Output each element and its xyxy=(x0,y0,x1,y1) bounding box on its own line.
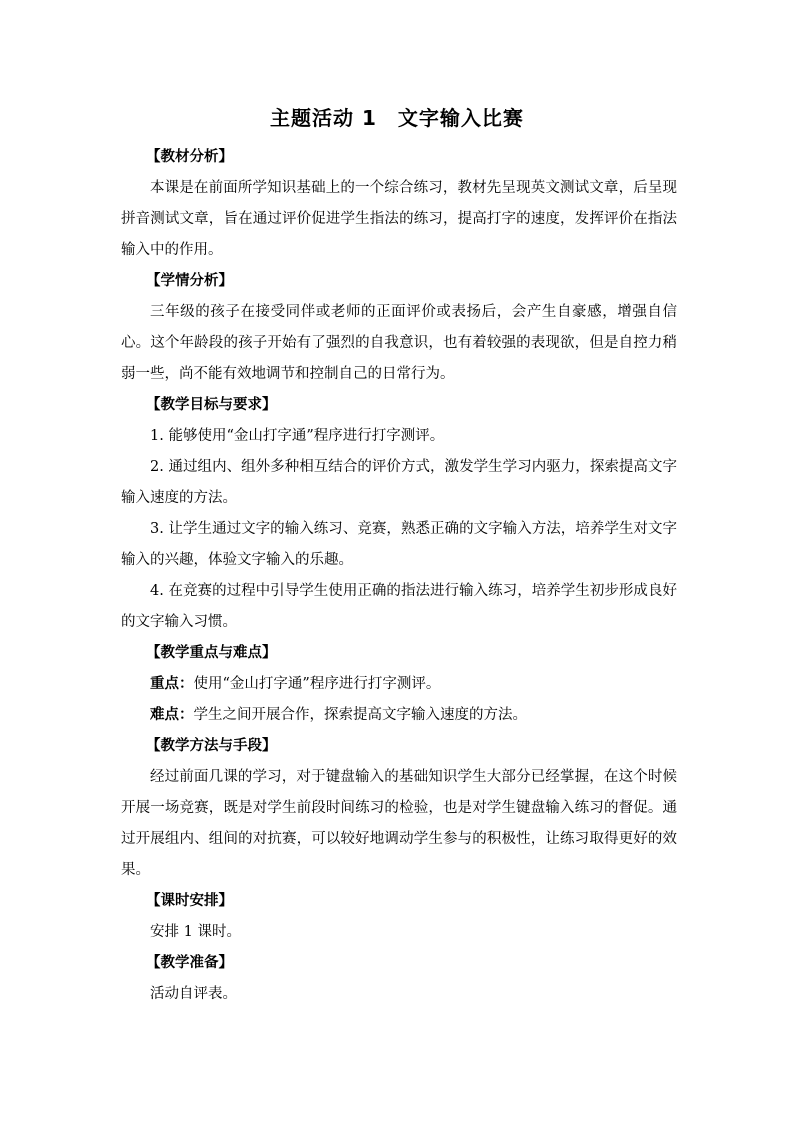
paragraph: 三年级的孩子在接受同伴或老师的正面评价或表扬后，会产生自豪感，增强自信心。这个年龄段的孩子开始有了强烈的自我意识，也有着较强的表现欲，但是自控力稍弱一些，尚不能有效地调节和控制自己的日常行为。 xyxy=(121,304,677,382)
document-title: 主题活动 1 文字输入比赛 xyxy=(270,106,524,130)
section-learner-analysis xyxy=(121,266,677,390)
section-heading: 【教材分析】 xyxy=(146,149,233,165)
focus-text: 使用“金山打字通”程序进行打字测评。 xyxy=(193,676,441,692)
paragraph: 活动自评表。 xyxy=(150,986,237,1002)
section-schedule xyxy=(121,886,677,948)
section-key-points xyxy=(121,638,677,731)
section-heading: 【教学准备】 xyxy=(146,955,233,971)
focus-label: 重点： xyxy=(150,676,194,692)
section-objectives xyxy=(121,390,677,638)
section-heading: 【教学方法与手段】 xyxy=(146,738,277,754)
document-body xyxy=(121,142,677,1010)
focus-line xyxy=(121,669,677,700)
difficulty-line xyxy=(121,700,677,731)
objective-item: 1. 能够使用“金山打字通”程序进行打字测评。 xyxy=(150,428,445,444)
difficulty-text: 学生之间开展合作，探索提高文字输入速度的方法。 xyxy=(193,707,527,723)
objective-item: 4. 在竞赛的过程中引导学生使用正确的指法进行输入练习，培养学生初步形成良好的文字输入习惯。 xyxy=(121,583,677,630)
section-methods xyxy=(121,731,677,886)
paragraph: 本课是在前面所学知识基础上的一个综合练习，教材先呈现英文测试文章，后呈现拼音测试文章，旨在通过评价促进学生指法的练习，提高打字的速度，发挥评价在指法输入中的作用。 xyxy=(121,180,677,258)
objective-item: 2. 通过组内、组外多种相互结合的评价方式，激发学生学习内驱力，探索提高文字输入速度的方法。 xyxy=(121,459,677,506)
section-heading: 【教学重点与难点】 xyxy=(146,645,277,661)
paragraph: 经过前面几课的学习，对于键盘输入的基础知识学生大部分已经掌握，在这个时候开展一场竞赛，既是对学生前段时间练习的检验，也是对学生键盘输入练习的督促。通过开展组内、组间的对抗赛，可以较好地调动学生参与的积极性，让练习取得更好的效果。 xyxy=(121,769,677,878)
paragraph: 安排 1 课时。 xyxy=(150,924,241,940)
objective-item: 3. 让学生通过文字的输入练习、竞赛，熟悉正确的文字输入方法，培养学生对文字输入的兴趣，体验文字输入的乐趣。 xyxy=(121,521,677,568)
difficulty-label: 难点： xyxy=(150,707,194,723)
section-preparation xyxy=(121,948,677,1010)
section-heading: 【教学目标与要求】 xyxy=(146,397,277,413)
section-heading: 【课时安排】 xyxy=(146,893,233,909)
section-material-analysis xyxy=(121,142,677,266)
section-heading: 【学情分析】 xyxy=(146,273,233,289)
